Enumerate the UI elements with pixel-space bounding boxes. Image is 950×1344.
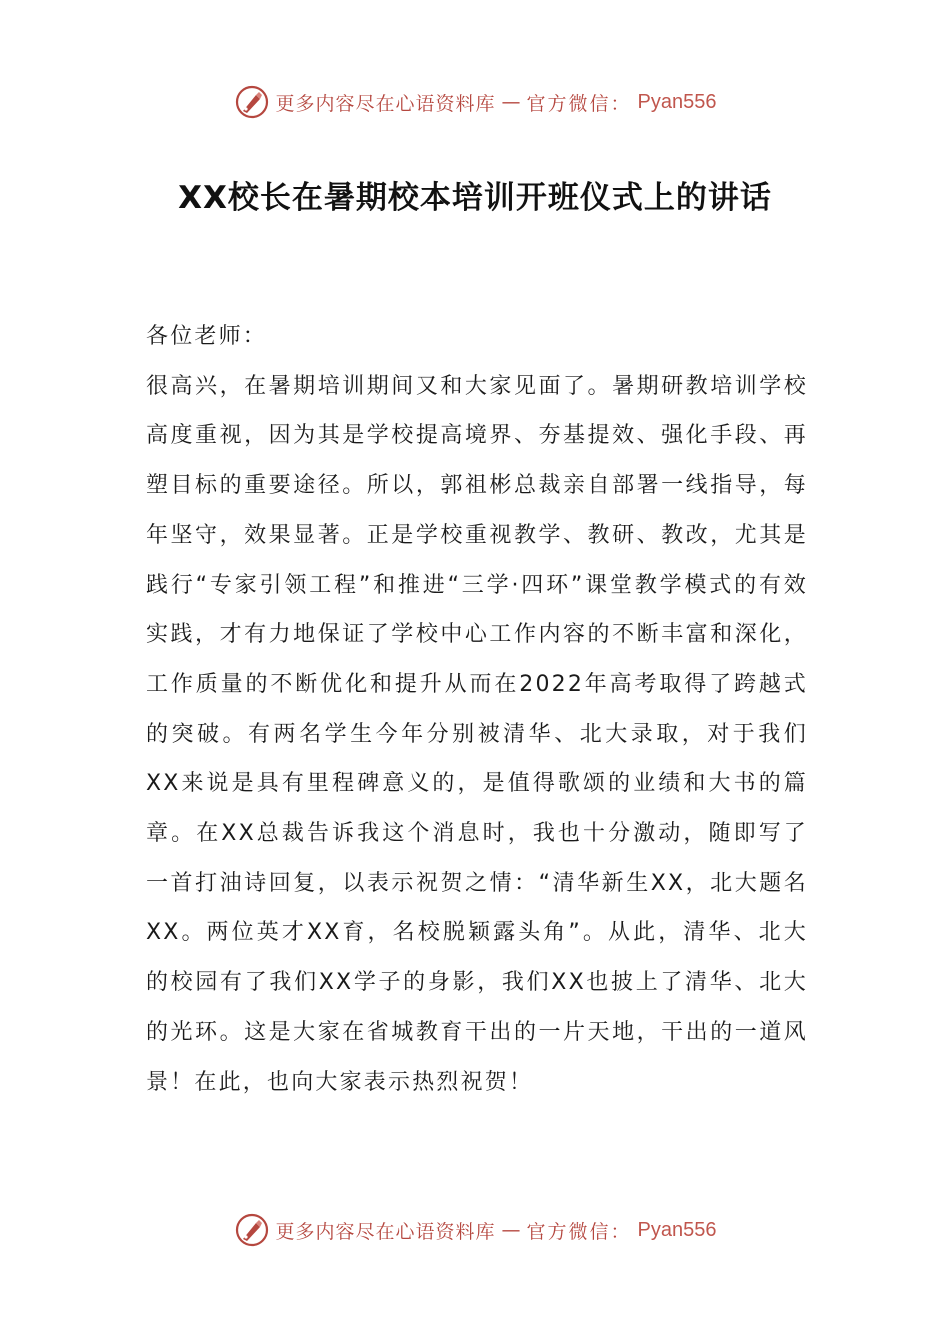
document-title: XX校长在暑期校本培训开班仪式上的讲话	[178, 180, 772, 216]
salutation: 各位老师：	[146, 324, 268, 349]
banner-brand-text: 更多内容尽在心语资料库	[275, 92, 496, 115]
header-watermark-banner	[0, 82, 950, 122]
banner-wechat-id: Pyan556	[637, 90, 717, 113]
banner-dash: —	[501, 1219, 521, 1241]
banner-dash: —	[501, 91, 521, 113]
document-body	[146, 312, 808, 1107]
pen-nib-logo-icon	[234, 1212, 270, 1248]
pen-nib-logo-icon	[234, 84, 270, 120]
banner-wechat-id: Pyan556	[637, 1218, 717, 1241]
footer-watermark-banner	[0, 1210, 950, 1250]
banner-wechat-label: 官方微信：	[526, 1220, 632, 1243]
banner-wechat-label: 官方微信：	[526, 92, 632, 115]
body-paragraph: 很高兴，在暑期培训期间又和大家见面了。暑期研教培训学校高度重视，因为其是学校提高境界、夯基提效、强化手段、再塑目标的重要途径。所以，郭祖彬总裁亲自部署一线指导，每年坚守，效果显著。正是学校重视教学、教研、教改，尤其是践行“专家引领工程”和推进“三学·四环”课堂教学模式的有效实践，才有力地保证了学校中心工作内容的不断丰富和深化，工作质量的不断优化和提升从而在2022年高考取得了跨越式的突破。有两名学生今年分别被清华、北大录取，对于我们XX来说是具有里程碑意义的，是值得歌颂的业绩和大书的篇章。在XX总裁告诉我这个消息时，我也十分激动，随即写了一首打油诗回复，以表示祝贺之情：“清华新生XX，北大题名XX。两位英才XX育，名校脱颖露头角”。从此，清华、北大的校园有了我们XX学子的身影，我们XX也披上了清华、北大的光环。这是大家在省城教育干出的一片天地，干出的一道风景！在此，也向大家表示热烈祝贺！	[146, 373, 808, 1095]
banner-brand-text: 更多内容尽在心语资料库	[275, 1220, 496, 1243]
